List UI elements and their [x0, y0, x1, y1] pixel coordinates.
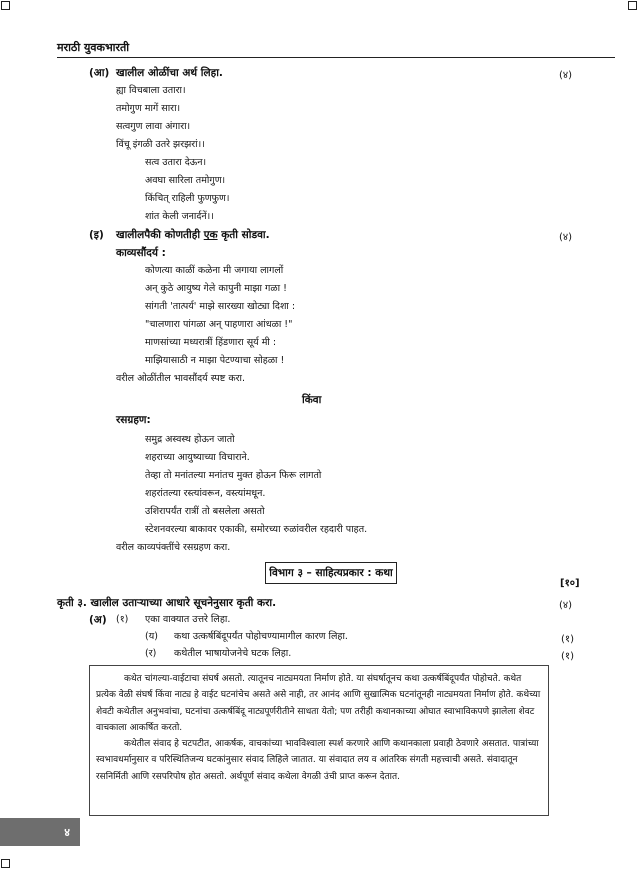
- q-aa-marks: (४): [559, 70, 573, 81]
- poem-line: उशिरापर्यंत रात्रीं तो बसलेला असतो: [145, 506, 265, 517]
- poem-line: कोणत्या काळीं कळेना मी जगाया लागलों: [145, 265, 284, 276]
- subsection-title-rasagrahan: रसग्रहण:: [116, 414, 151, 426]
- section-marks: [१०]: [560, 578, 580, 589]
- crop-mark-bottom-left: [1, 859, 10, 868]
- sub-question-marks: (१): [561, 634, 575, 645]
- sub-question-text: कथेतील भाषायोजनेचे घटक लिहा.: [174, 648, 292, 659]
- poem-line: तेव्हा तो मनांतल्या मनांतच मुक्त होऊन फिरू लागतो: [145, 470, 322, 481]
- kruti-3-prompt: कृती ३. खालील उताऱ्याच्या आधारे सूचनेनुसार कृती करा.: [57, 597, 277, 609]
- q-i-prompt-emphasis: एक: [203, 229, 218, 241]
- sub-question-label: (य): [145, 631, 158, 642]
- page-number-tab: ४: [0, 818, 80, 846]
- subsection-title-kavyasaundarya: काव्यसौंदर्य :: [116, 247, 166, 259]
- poem-line: अवघा सारिला तमोगुण।: [145, 175, 226, 186]
- passage-paragraph: कथेत चांगल्या-वाईटाचा संघर्ष असतो. त्यातूनच नाट्यमयता निर्माण होते. या संघर्षातूनच कथा उत्कर्षबिंदूपर्यंत पोहोचते. कथेत प्रत्येक वेळी संघर्ष किंवा नाट्य हे वाईट घटनांचेच असते असे नाही, तर आनंद आणि सुखात्मिक घटनांतूनही नाट्यमयता निर्माण होते. कथेच्या शेवटी कथेतील अनुभवांचा, घटनांचा उत्कर्षबिंदू नाट्यपूर्णरीतीने साधता येतो; पण तरीही कथानकाच्या ओघात स्वाभाविकपणे झालेला शेवट वाचकाला आकर्षित करतो.: [96, 674, 541, 733]
- poem-line: समुद्र अस्वस्थ होऊन जातो: [145, 434, 235, 445]
- poem-line: किंचित् राहिली फुणफुण।: [145, 193, 230, 204]
- poem-line: "चालणारा पांगळा अन् पाहणारा आंधळा !": [145, 319, 293, 330]
- crop-mark-top-left: [1, 1, 10, 10]
- kruti-3-a1-label: (१): [116, 614, 129, 625]
- task-instruction: वरील काव्यपंक्तींचे रसग्रहण करा.: [116, 542, 231, 553]
- header-divider: [57, 57, 615, 58]
- poem-line: शांत केली जनार्दनें।।: [145, 211, 214, 222]
- book-title: मराठी युवकभारती: [57, 41, 130, 54]
- section-heading-box: विभाग ३ – साहित्यप्रकार : कथा: [265, 562, 397, 584]
- poem-line: माणसांच्या मध्यरात्रीं हिंडणारा सूर्य मी :: [145, 337, 277, 348]
- q-i-marks: (४): [559, 232, 573, 243]
- sub-question-text: कथा उत्कर्षबिंदूपर्यंत पोहोचण्यामागील कारण लिहा.: [174, 631, 348, 642]
- q-i-label: (इ): [89, 229, 104, 241]
- poem-line: शहरांतल्या रस्त्यांवरून, वस्त्यांमधून.: [145, 488, 266, 499]
- poem-line: ह्या विचबाला उतारा।: [116, 85, 186, 96]
- poem-line: सांगती 'तात्पर्य' माझे सारख्या खोट्या दिशा :: [145, 301, 296, 312]
- poem-line: विंचू इंगळी उतरे झरझरां।।: [116, 139, 205, 150]
- sub-question-label: (र): [145, 648, 157, 659]
- poem-line: सत्वगुण लावा अंगारा।: [116, 121, 191, 132]
- sub-question-marks: (१): [561, 651, 575, 662]
- passage-paragraph: कथेतील संवाद हे चटपटीत, आकर्षक, वाचकांच्या भावविश्वाला स्पर्श करणारे आणि कथानकाला प्रवाही ठेवणारे असतात. पात्रांच्या स्वभावधर्मानुसार व परिस्थितिजन्य घटकांनुसार संवाद लिहिले जातात. या संवादात लय व आंतरिक संगती महत्त्वाची असते. संवादातून रसनिर्मिती आणि रसपरिपोष होत असतो. अर्थपूर्ण संवाद कथेला वेगळी उंची प्राप्त करून देतात.: [96, 739, 539, 782]
- kruti-3-a-label: (अ): [89, 614, 107, 626]
- poem-line: शहराच्या आयुष्याच्या विचाराने.: [145, 452, 250, 463]
- poem-line: स्टेशनवरल्या बाकावर एकाकी, समोरच्या रुळांवरील रहदारी पाहत.: [145, 524, 368, 535]
- kruti-3-a1-text: एका वाक्यात उत्तरे लिहा.: [145, 614, 231, 625]
- task-instruction: वरील ओळींतील भावसौंदर्य स्पष्ट करा.: [116, 373, 246, 384]
- crop-mark-top-right: [628, 1, 637, 10]
- or-separator: किंवा: [302, 394, 322, 406]
- kruti-3-marks: (४): [559, 600, 573, 611]
- passage-box: [89, 665, 549, 816]
- poem-line: माझियासाठी न माझा पेटण्याचा सोहळा !: [145, 355, 285, 366]
- q-i-prompt: खालीलपैकी कोणतीही एक कृती सोडवा.: [116, 229, 270, 241]
- poem-line: सत्व उतारा देऊन।: [145, 157, 207, 168]
- poem-line: तमोगुण मागें सारा।: [116, 103, 181, 114]
- q-aa-label: (आ): [89, 67, 110, 79]
- poem-line: अन् कुठे आयुष्य गेले कापुनी माझा गळा !: [145, 283, 287, 294]
- q-aa-prompt: खालील ओळींचा अर्थ लिहा.: [116, 67, 223, 79]
